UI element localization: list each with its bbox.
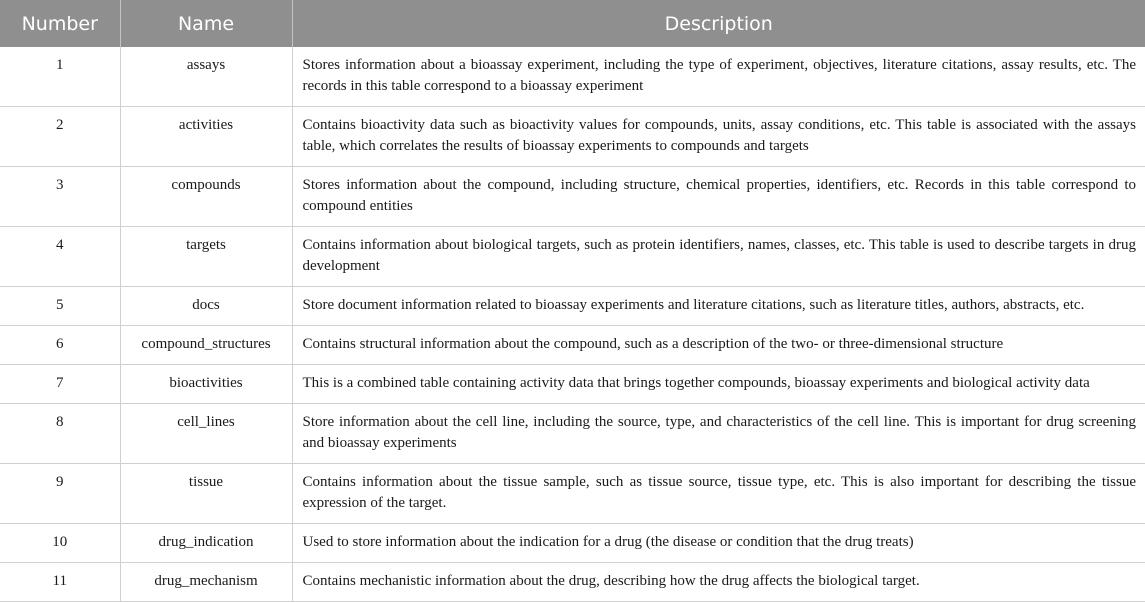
table-row xyxy=(0,227,1145,287)
row-description: Store information about the cell line, including the source, type, and characteristics of the cell line. This is important for drug screening and bioassay experiments xyxy=(292,404,1145,464)
header-description: Description xyxy=(292,0,1145,47)
table-row xyxy=(0,365,1145,404)
header-name: Name xyxy=(120,0,292,47)
header-row xyxy=(0,0,1145,47)
row-number: 1 xyxy=(0,47,120,107)
row-name: bioactivities xyxy=(120,365,292,404)
row-number: 7 xyxy=(0,365,120,404)
row-number: 5 xyxy=(0,287,120,326)
table-row xyxy=(0,167,1145,227)
table-row xyxy=(0,107,1145,167)
table-row xyxy=(0,287,1145,326)
row-number: 11 xyxy=(0,563,120,602)
row-description: Stores information about the compound, including structure, chemical properties, identifiers, etc. Records in this table correspond to compound entities xyxy=(292,167,1145,227)
row-description: Contains information about the tissue sample, such as tissue source, tissue type, etc. This is also important for describing the tissue expression of the target. xyxy=(292,464,1145,524)
row-description: Contains information about biological targets, such as protein identifiers, names, classes, etc. This table is used to describe targets in drug development xyxy=(292,227,1145,287)
row-description: Store document information related to bioassay experiments and literature citations, such as literature titles, authors, abstracts, etc. xyxy=(292,287,1145,326)
row-name: drug_mechanism xyxy=(120,563,292,602)
row-description: This is a combined table containing activity data that brings together compounds, bioassay experiments and biological activity data xyxy=(292,365,1145,404)
row-description: Contains structural information about the compound, such as a description of the two- or three-dimensional structure xyxy=(292,326,1145,365)
table-row xyxy=(0,326,1145,365)
row-number: 3 xyxy=(0,167,120,227)
row-name: docs xyxy=(120,287,292,326)
row-name: assays xyxy=(120,47,292,107)
row-name: cell_lines xyxy=(120,404,292,464)
row-number: 4 xyxy=(0,227,120,287)
row-description: Stores information about a bioassay experiment, including the type of experiment, objectives, literature citations, assay results, etc. The records in this table correspond to a bioassay experiment xyxy=(292,47,1145,107)
row-number: 10 xyxy=(0,524,120,563)
table-row xyxy=(0,464,1145,524)
row-name: compound_structures xyxy=(120,326,292,365)
row-description: Contains bioactivity data such as bioactivity values for compounds, units, assay conditions, etc. This table is associated with the assays table, which correlates the results of bioassay experiments to compounds and targets xyxy=(292,107,1145,167)
header-number: Number xyxy=(0,0,120,47)
row-number: 2 xyxy=(0,107,120,167)
table-body xyxy=(0,47,1145,602)
row-number: 8 xyxy=(0,404,120,464)
row-name: tissue xyxy=(120,464,292,524)
table-header xyxy=(0,0,1145,47)
row-name: drug_indication xyxy=(120,524,292,563)
row-description: Contains mechanistic information about the drug, describing how the drug affects the biological target. xyxy=(292,563,1145,602)
row-description: Used to store information about the indication for a drug (the disease or condition that the drug treats) xyxy=(292,524,1145,563)
table-row xyxy=(0,524,1145,563)
table-row xyxy=(0,404,1145,464)
row-number: 9 xyxy=(0,464,120,524)
row-name: activities xyxy=(120,107,292,167)
table-row xyxy=(0,47,1145,107)
row-number: 6 xyxy=(0,326,120,365)
row-name: targets xyxy=(120,227,292,287)
row-name: compounds xyxy=(120,167,292,227)
